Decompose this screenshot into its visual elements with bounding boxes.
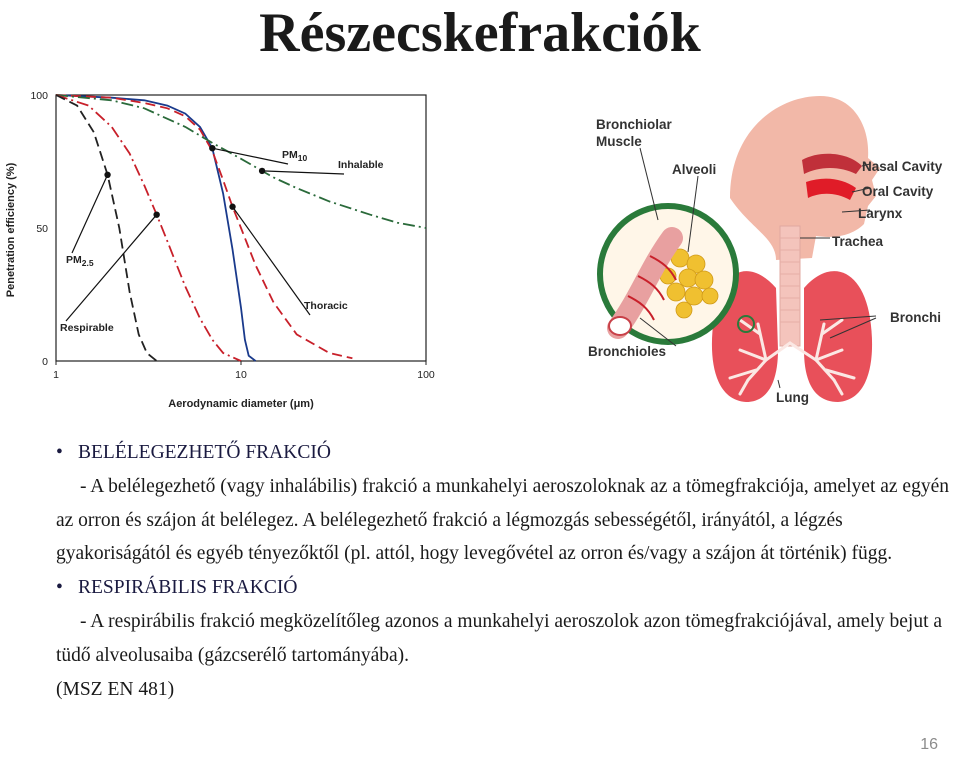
label-bronchiolar: Bronchiolar	[596, 117, 672, 132]
y-axis-label: Penetration efficiency (%)	[5, 162, 17, 298]
page-number: 16	[920, 736, 938, 753]
bullet-marker: •	[56, 442, 63, 463]
section-respirable-text: - A respirábilis frakció megközelítőleg azonos a munkahelyi aeroszolok azon tömegfrakciójával, amely bejut a tüdő alveolusaiba (gázcserélő tartományába).	[56, 610, 943, 666]
annotation-leader	[66, 215, 157, 321]
annotation-leader	[262, 171, 344, 174]
slide-title: Részecskefrakciók	[259, 2, 701, 64]
section-inhalable-heading	[56, 436, 956, 470]
annotation-layer	[60, 145, 384, 334]
y-tick-label: 50	[36, 223, 48, 235]
annotation-point	[229, 204, 235, 210]
x-tick-label: 1	[53, 369, 59, 381]
y-tick-label: 100	[30, 90, 48, 102]
respiratory-anatomy-illustration	[580, 88, 960, 408]
label-bronchi: Bronchi	[890, 310, 942, 325]
label-trachea: Trachea	[832, 234, 884, 249]
annotation-label: $PM_{2.5}$	[66, 254, 94, 268]
slide-body	[56, 436, 956, 706]
heading-text: RESPIRÁBILIS FRAKCIÓ	[78, 577, 298, 599]
label-nasal-cavity: Nasal Cavity	[862, 159, 943, 174]
label-lung: Lung	[776, 390, 809, 405]
annotation-point	[259, 168, 265, 174]
section-inhalable-text: - A belélegezhető (vagy inhalábilis) frakció a munkahelyi aeroszoloknak az a tömegfrakciója, amelyet az egyén az orron és szájon át belélegez. A belélegezhető frakció a légmozgás sebességétől, irányától, a légzés gyakoriságától és egyéb tényezőktől (pl. attól, hogy levegővétel az orron és/vagy a szájon át történik) függ.	[56, 475, 949, 565]
annotation-point	[209, 145, 215, 151]
annotation-leader	[212, 148, 288, 164]
x-tick-label: 10	[235, 369, 247, 381]
penetration-efficiency-chart	[0, 80, 450, 420]
heading-text: BELÉLEGEZHETŐ FRAKCIÓ	[78, 442, 331, 463]
standard-reference: (MSZ EN 481)	[56, 678, 175, 700]
y-tick-label: 0	[42, 356, 48, 368]
label-bronchioles: Bronchioles	[588, 344, 667, 359]
annotation-label: Inhalable	[338, 159, 384, 171]
annotation-label: $PM_{10}$	[282, 149, 308, 163]
annotation-label: Thoracic	[304, 300, 348, 312]
bullet-marker: •	[56, 577, 63, 599]
bronchiole-opening	[609, 317, 631, 335]
x-tick-label: 100	[417, 369, 435, 381]
annotation-point	[104, 172, 110, 178]
label-larynx: Larynx	[858, 206, 903, 221]
tick-layer	[30, 90, 434, 381]
annotation-leader	[72, 175, 108, 253]
label-muscle: Muscle	[596, 134, 642, 149]
section-respirable-heading	[56, 571, 956, 605]
right-lung	[804, 271, 872, 402]
label-oral-cavity: Oral Cavity	[862, 184, 934, 199]
label-alveoli: Alveoli	[672, 162, 717, 177]
annotation-label: Respirable	[60, 322, 114, 334]
x-axis-label: Aerodynamic diameter (μm)	[168, 398, 314, 410]
annotation-point	[153, 212, 159, 218]
